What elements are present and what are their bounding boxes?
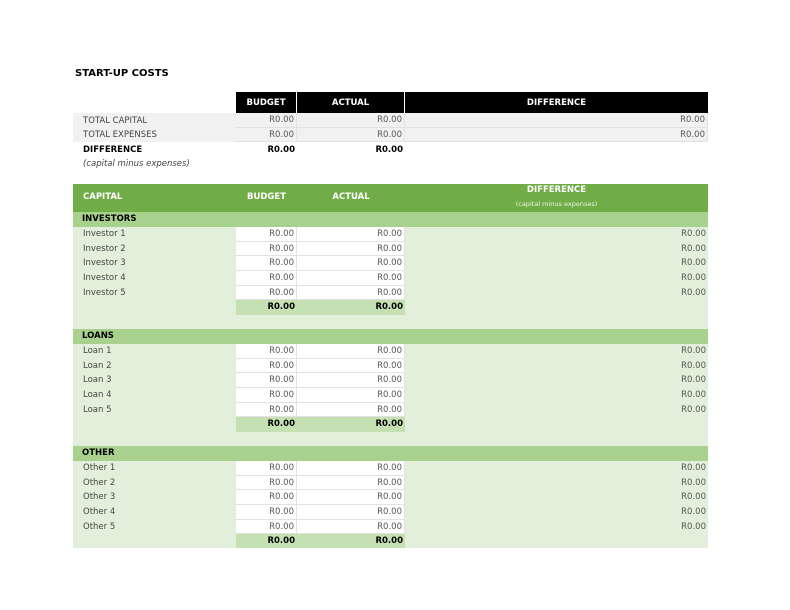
row-difference: R0.00	[681, 522, 706, 532]
row-difference: R0.00	[681, 478, 706, 488]
section-total-actual: R0.00	[297, 534, 405, 548]
summary-difference-label: DIFFERENCE	[83, 145, 143, 155]
row-label: Investor 4	[83, 273, 126, 283]
summary-total-expenses-budget[interactable]: R0.00	[236, 128, 297, 142]
summary-difference-actual: R0.00	[375, 145, 403, 155]
section-total-budget: R0.00	[236, 300, 297, 315]
row-budget-input[interactable]: R0.00	[236, 359, 297, 373]
row-actual-input[interactable]: R0.00	[297, 403, 405, 417]
row-label: Other 1	[83, 463, 116, 473]
row-difference: R0.00	[681, 244, 706, 254]
row-difference: R0.00	[681, 492, 706, 502]
summary-total-expenses-actual[interactable]: R0.00	[297, 128, 405, 142]
row-budget-input[interactable]: R0.00	[236, 227, 297, 242]
summary-label-total-expenses: TOTAL EXPENSES	[83, 130, 157, 140]
section-total-actual: R0.00	[297, 417, 405, 432]
row-label: Loan 5	[83, 405, 112, 415]
row-actual-input[interactable]: R0.00	[297, 505, 405, 520]
row-difference: R0.00	[681, 405, 706, 415]
row-budget-input[interactable]: R0.00	[236, 476, 297, 490]
row-label: Investor 5	[83, 288, 126, 298]
page-title: START-UP COSTS	[75, 68, 169, 79]
section-total-budget: R0.00	[236, 417, 297, 432]
capital-header-actual: ACTUAL	[332, 192, 370, 202]
row-budget-input[interactable]: R0.00	[236, 286, 297, 300]
row-label: Loan 1	[83, 346, 112, 356]
row-actual-input[interactable]: R0.00	[297, 373, 405, 388]
row-budget-input[interactable]: R0.00	[236, 256, 297, 271]
row-label: Investor 1	[83, 229, 126, 239]
row-budget-input[interactable]: R0.00	[236, 373, 297, 388]
summary-difference-budget: R0.00	[267, 145, 295, 155]
row-difference: R0.00	[681, 361, 706, 371]
row-difference: R0.00	[681, 288, 706, 298]
summary-difference-note: (capital minus expenses)	[83, 159, 190, 169]
summary-header-actual: ACTUAL	[297, 92, 404, 113]
row-budget-input[interactable]: R0.00	[236, 520, 297, 534]
summary-total-capital-difference: R0.00	[405, 113, 708, 128]
row-budget-input[interactable]: R0.00	[236, 490, 297, 505]
row-budget-input[interactable]: R0.00	[236, 505, 297, 520]
row-label: Other 4	[83, 507, 116, 517]
row-label: Loan 4	[83, 390, 112, 400]
row-difference: R0.00	[681, 390, 706, 400]
row-actual-input[interactable]: R0.00	[297, 286, 405, 300]
row-label: Other 3	[83, 492, 116, 502]
row-difference: R0.00	[681, 258, 706, 268]
row-actual-input[interactable]: R0.00	[297, 388, 405, 403]
row-actual-input[interactable]: R0.00	[297, 227, 405, 242]
row-label: Loan 2	[83, 361, 112, 371]
capital-header-difference: DIFFERENCE	[526, 185, 587, 195]
row-difference: R0.00	[681, 463, 706, 473]
summary-total-expenses-difference: R0.00	[405, 128, 708, 142]
capital-header-budget: BUDGET	[246, 192, 287, 202]
row-label: Investor 2	[83, 244, 126, 254]
row-actual-input[interactable]: R0.00	[297, 256, 405, 271]
capital-header-label: CAPITAL	[83, 192, 123, 202]
row-label: Loan 3	[83, 375, 112, 385]
capital-header-difference-note: (capital minus expenses)	[515, 200, 598, 208]
row-difference: R0.00	[681, 346, 706, 356]
row-label: Other 2	[83, 478, 116, 488]
row-actual-input[interactable]: R0.00	[297, 476, 405, 490]
row-actual-input[interactable]: R0.00	[297, 461, 405, 476]
row-difference: R0.00	[681, 375, 706, 385]
row-actual-input[interactable]: R0.00	[297, 490, 405, 505]
section-total-budget: R0.00	[236, 534, 297, 548]
row-label: Other 5	[83, 522, 116, 532]
row-actual-input[interactable]: R0.00	[297, 271, 405, 286]
row-budget-input[interactable]: R0.00	[236, 344, 297, 359]
summary-label-total-capital: TOTAL CAPITAL	[83, 116, 148, 126]
section-loans: LOANS	[73, 329, 708, 344]
row-budget-input[interactable]: R0.00	[236, 242, 297, 256]
section-other: OTHER	[73, 446, 708, 461]
row-difference: R0.00	[681, 229, 706, 239]
row-actual-input[interactable]: R0.00	[297, 359, 405, 373]
section-total-actual: R0.00	[297, 300, 405, 315]
row-difference: R0.00	[681, 507, 706, 517]
summary-total-capital-budget[interactable]: R0.00	[236, 113, 297, 128]
row-budget-input[interactable]: R0.00	[236, 403, 297, 417]
summary-header-budget: BUDGET	[236, 92, 296, 113]
row-actual-input[interactable]: R0.00	[297, 242, 405, 256]
row-difference: R0.00	[681, 273, 706, 283]
summary-total-capital-actual[interactable]: R0.00	[297, 113, 405, 128]
row-budget-input[interactable]: R0.00	[236, 461, 297, 476]
section-investors: INVESTORS	[73, 212, 708, 227]
row-actual-input[interactable]: R0.00	[297, 344, 405, 359]
row-label: Investor 3	[83, 258, 126, 268]
row-actual-input[interactable]: R0.00	[297, 520, 405, 534]
summary-header-difference: DIFFERENCE	[405, 92, 708, 113]
row-budget-input[interactable]: R0.00	[236, 388, 297, 403]
row-budget-input[interactable]: R0.00	[236, 271, 297, 286]
